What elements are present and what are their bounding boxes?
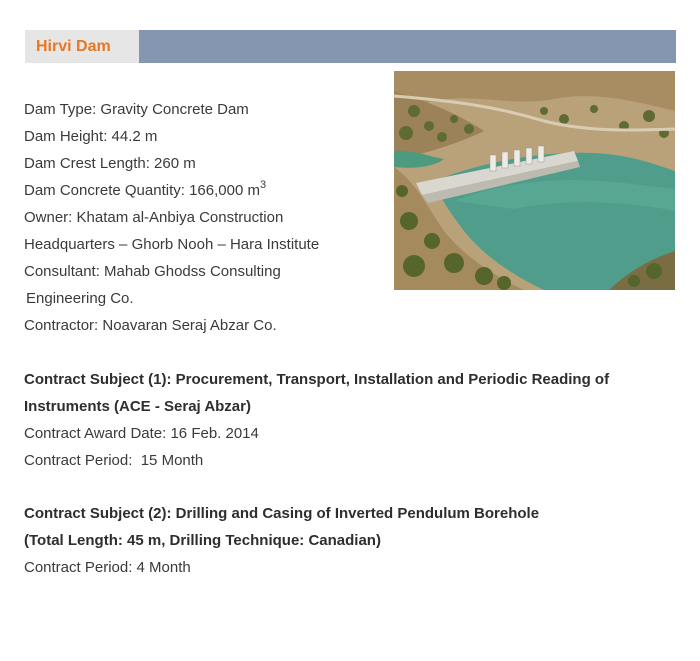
concrete-quantity-text: Dam Concrete Quantity: 166,000 m	[24, 182, 260, 199]
contract-1-subject-line-1: Contract Subject (1): Procurement, Transport, Installation and Periodic Reading of	[24, 371, 610, 388]
dam-info-list	[24, 96, 319, 339]
dam-crest-length: Dam Crest Length: 260 m	[24, 155, 196, 172]
consultant-line-2: Engineering Co.	[26, 290, 134, 307]
contract-1-award-date: Contract Award Date: 16 Feb. 2014	[24, 425, 259, 442]
dam-photo	[394, 71, 675, 290]
dam-type: Dam Type: Gravity Concrete Dam	[24, 101, 249, 118]
contract-1	[24, 366, 684, 474]
unit-exponent: 3	[259, 179, 267, 191]
dam-title: Hirvi Dam	[25, 30, 150, 63]
dam-height: Dam Height: 44.2 m	[24, 128, 158, 145]
consultant-line-1: Consultant: Mahab Ghodss Consulting	[24, 263, 281, 280]
contract-1-subject-line-2: Instruments (ACE - Seraj Abzar)	[24, 398, 251, 415]
contract-2-period: Contract Period: 4 Month	[24, 559, 191, 576]
contractor: Contractor: Noavaran Seraj Abzar Co.	[24, 317, 277, 334]
dam-photo-illustration	[394, 71, 675, 290]
contract-2-subject-line-1: Contract Subject (2): Drilling and Casing of Inverted Pendulum Borehole	[24, 505, 540, 522]
header-bar	[139, 30, 676, 63]
contract-2-subject-line-2: (Total Length: 45 m, Drilling Technique: Canadian)	[24, 532, 381, 549]
owner-line-2: Headquarters – Ghorb Nooh – Hara Institute	[24, 236, 320, 253]
contract-1-period: Contract Period: 15 Month	[24, 452, 204, 469]
contract-2	[24, 500, 684, 581]
owner-line-1: Owner: Khatam al-Anbiya Construction	[24, 209, 284, 226]
section-header	[25, 30, 676, 63]
dam-concrete-quantity	[24, 177, 319, 204]
